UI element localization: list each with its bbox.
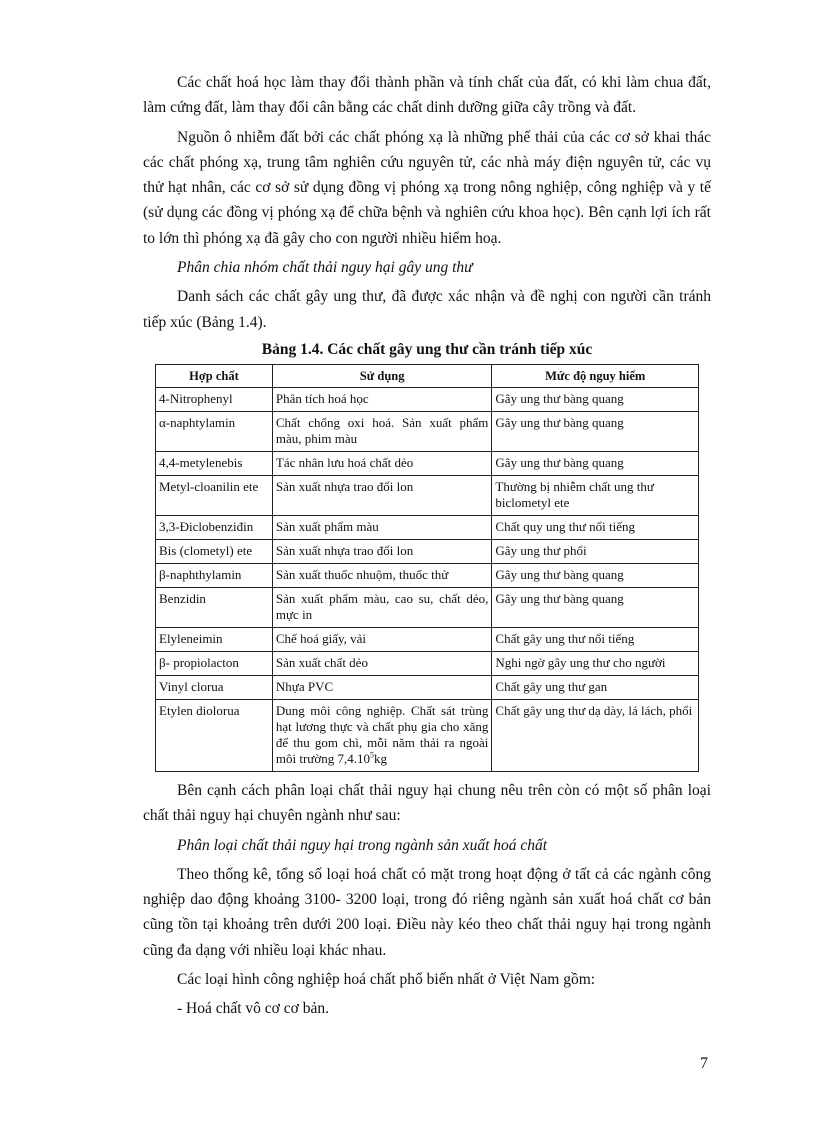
table-row xyxy=(156,675,699,699)
use-cell: Chất chống oxi hoá. Sản xuất phẩm màu, phim màu xyxy=(272,411,492,451)
use-unit: kg xyxy=(373,750,387,766)
bottom-text-block xyxy=(143,778,711,1022)
hazard-cell: Gây ung thư bàng quang xyxy=(492,451,699,475)
compound-cell: 4-Nitrophenyl xyxy=(156,387,273,411)
table-row xyxy=(156,411,699,451)
paragraph: Danh sách các chất gây ung thư, đã được xác nhận và đề nghị con người cần tránh tiếp xúc (Bảng 1.4). xyxy=(143,288,711,331)
column-header: Hợp chất xyxy=(156,364,273,387)
compound-cell: β-naphthylamin xyxy=(156,563,273,587)
page-number: 7 xyxy=(700,1055,708,1072)
section-heading: Phân loại chất thải nguy hại trong ngành sản xuất hoá chất xyxy=(177,836,548,854)
use-cell xyxy=(272,699,492,771)
compound-cell: Bis (clometyl) ete xyxy=(156,539,273,563)
compound-cell: Etylen diolorua xyxy=(156,699,273,771)
top-text-block xyxy=(143,70,711,335)
carcinogen-table xyxy=(155,364,699,772)
compound-cell: Elyleneimin xyxy=(156,627,273,651)
compound-cell: 3,3-Điclobenziđin xyxy=(156,515,273,539)
paragraph: Các loại hình công nghiệp hoá chất phổ biến nhất ở Việt Nam gồm: xyxy=(177,971,596,989)
use-cell: Nhựa PVC xyxy=(272,675,492,699)
use-cell: Chế hoá giấy, vải xyxy=(272,627,492,651)
hazard-cell: Gây ung thư bàng quang xyxy=(492,411,699,451)
use-cell: Sản xuất nhựa trao đổi lon xyxy=(272,539,492,563)
table-row xyxy=(156,539,699,563)
table-row xyxy=(156,627,699,651)
compound-cell: Benzidin xyxy=(156,587,273,627)
use-text: Dung môi công nghiệp. Chất sát trùng hạt lương thực và chất phụ gia cho xăng để thu gom chì, mỗi năm thải ra ngoài môi trường 7,4.10 xyxy=(275,702,489,766)
paragraph: Theo thống kê, tổng số loại hoá chất có mặt trong hoạt động ở tất cả các ngành công nghiệp dao động khoảng 3100- 3200 loại, trong đó riêng ngành sản xuất hoá chất cơ bản cũng tồn tại khoảng trên dưới 200 loại. Điều này kéo theo chất thải nguy hại trong ngành cũng đa dạng với nhiều loại khác nhau. xyxy=(143,865,711,959)
column-header: Mức độ nguy hiểm xyxy=(492,364,699,387)
column-header: Sử dụng xyxy=(272,364,492,387)
hazard-cell: Nghi ngờ gây ung thư cho người xyxy=(492,651,699,675)
hazard-cell: Gây ung thư bàng quang xyxy=(492,587,699,627)
use-cell: Sản xuất nhựa trao đổi lon xyxy=(272,475,492,515)
use-cell: Phân tích hoá học xyxy=(272,387,492,411)
hazard-cell: Chất gây ung thư dạ dày, lá lách, phổi xyxy=(492,699,699,771)
paragraph: Bên cạnh cách phân loại chất thải nguy hại chung nêu trên còn có một số phân loại chất thải nguy hại chuyên ngành như sau: xyxy=(143,781,711,825)
table-row xyxy=(156,515,699,539)
table-row xyxy=(156,475,699,515)
table-row xyxy=(156,699,699,771)
document-page xyxy=(143,70,711,1022)
table-row xyxy=(156,587,699,627)
hazard-cell: Gây ung thư phổi xyxy=(492,539,699,563)
table-row xyxy=(156,563,699,587)
paragraph: Các chất hoá học làm thay đổi thành phần và tính chất của đất, có khi làm chua đất, làm cứng đất, làm thay đổi cân bằng các chất dinh dưỡng giữa cây trồng và đất. xyxy=(143,74,711,117)
table-row xyxy=(156,451,699,475)
compound-cell: Vinyl clorua xyxy=(156,675,273,699)
use-cell: Sản xuất phẩm màu xyxy=(272,515,492,539)
compound-cell: α-naphtylamin xyxy=(156,411,273,451)
table-row xyxy=(156,651,699,675)
paragraph: Nguồn ô nhiễm đất bởi các chất phóng xạ là những phế thải của các cơ sở khai thác các chất phóng xạ, trung tâm nghiên cứu nguyên tử, các nhà máy điện nguyên tử, các vụ thử hạt nhân, các cơ sở sử dụng đồng vị phóng xạ trong nông nghiệp, công nghiệp và y tế (sử dụng các đồng vị phóng xạ để chữa bệnh và nghiên cứu khoa học). Bên cạnh lợi ích rất to lớn thì phóng xạ đã gây cho con người nhiều hiểm hoạ. xyxy=(143,128,711,247)
exponent: 5 xyxy=(369,750,374,760)
hazard-cell: Chất gây ung thư gan xyxy=(492,675,699,699)
compound-cell: β- propiolacton xyxy=(156,651,273,675)
hazard-cell: Gây ung thư bàng quang xyxy=(492,563,699,587)
list-item: - Hoá chất vô cơ cơ bản. xyxy=(177,1000,329,1018)
compound-cell: Metyl-cloanilin ete xyxy=(156,475,273,515)
table-caption: Bảng 1.4. Các chất gây ung thư cần tránh tiếp xúc xyxy=(261,340,593,358)
hazard-cell: Chất gây ung thư nổi tiếng xyxy=(492,627,699,651)
compound-cell: 4,4-metylenebis xyxy=(156,451,273,475)
use-cell: Sản xuất chất dẻo xyxy=(272,651,492,675)
hazard-cell: Gây ung thư bàng quang xyxy=(492,387,699,411)
use-cell: Sản xuất phẩm màu, cao su, chất dẻo, mực in xyxy=(272,587,492,627)
table-header-row xyxy=(156,364,699,387)
hazard-cell: Thường bị nhiễm chất ung thư biclometyl ete xyxy=(492,475,699,515)
use-cell: Tác nhân lưu hoá chất dẻo xyxy=(272,451,492,475)
section-heading: Phân chia nhóm chất thải nguy hại gây ung thư xyxy=(177,259,473,277)
table-row xyxy=(156,387,699,411)
use-cell: Sản xuất thuốc nhuộm, thuốc thử xyxy=(272,563,492,587)
hazard-cell: Chất quy ung thư nổi tiếng xyxy=(492,515,699,539)
